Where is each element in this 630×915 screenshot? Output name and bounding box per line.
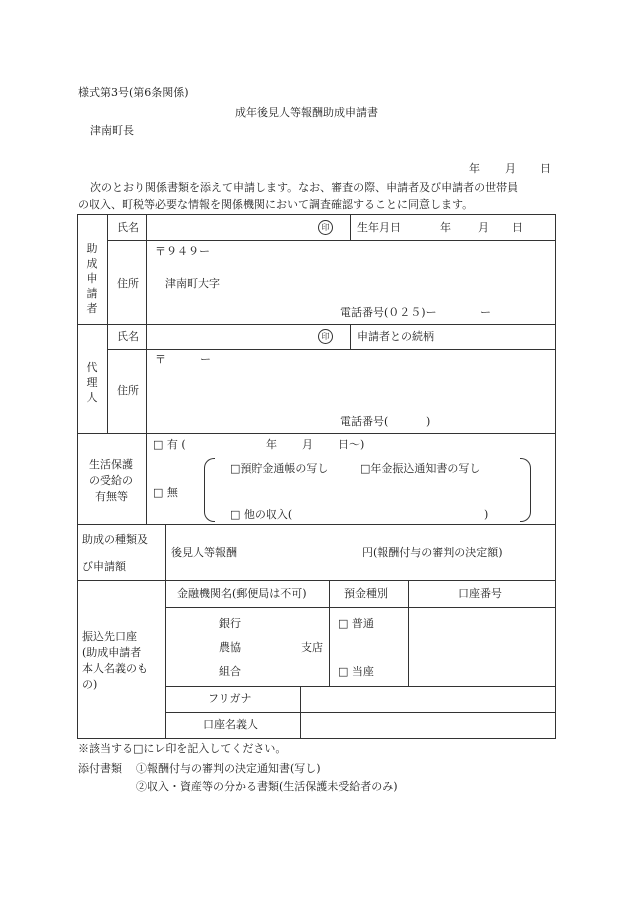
applicant-address-value: 津南町大字 xyxy=(165,277,220,290)
birth-month-label: 月 xyxy=(478,221,489,234)
grant-label-2: び申請額 xyxy=(82,560,126,573)
opt-pension-checkbox[interactable]: □年金振込通知書の写し xyxy=(360,462,481,475)
welfare-label-2: の受給の xyxy=(89,474,133,487)
checkbox-note: ※該当する□にレ印を記入してください。 xyxy=(78,742,287,755)
date-day-label: 日 xyxy=(540,162,551,175)
welfare-yes-checkbox[interactable]: □ 有 ( xyxy=(153,438,186,451)
applicant-seal xyxy=(318,220,333,235)
opt-bankbook-checkbox[interactable]: □預貯金通帳の写し xyxy=(230,462,329,475)
form-title: 成年後見人等報酬助成申請書 xyxy=(235,106,378,119)
attach-item-2: ②収入・資産等の分かる書類(生活保護未受給者のみ) xyxy=(136,780,398,793)
opt-other-close: ) xyxy=(484,508,489,521)
relation-label: 申請者との続柄 xyxy=(357,330,434,343)
attach-label: 添付書類 xyxy=(78,762,122,775)
date-month-label: 月 xyxy=(505,162,516,175)
date-year-label: 年 xyxy=(469,162,480,175)
col-bank-header: 金融機関名(郵便局は不可) xyxy=(177,587,307,600)
applicant-phone-dash: ー xyxy=(480,306,491,319)
applicant-postal: 〒９４９ー xyxy=(155,245,210,258)
agent-section-label: 代理人 xyxy=(86,361,98,404)
agent-name-label: 氏名 xyxy=(117,330,139,343)
welfare-yes-month: 月 xyxy=(302,438,313,451)
welfare-no-checkbox[interactable]: □ 無 xyxy=(153,486,178,499)
agent-phone: 電話番号( xyxy=(340,415,389,428)
account-label-3: 本人名義のも xyxy=(82,662,148,675)
col-type-header: 預金種別 xyxy=(344,587,388,600)
union-label: 組合 xyxy=(219,665,241,678)
grant-label-1: 助成の種類及 xyxy=(82,533,148,546)
seal-icon: 印 xyxy=(318,220,333,235)
agent-postal-dash: ー xyxy=(200,353,211,366)
ordinary-checkbox[interactable]: □ 普通 xyxy=(338,617,374,630)
account-label-1: 振込先口座 xyxy=(82,630,137,643)
seal-icon: 印 xyxy=(318,329,333,344)
agri-label: 農協 xyxy=(219,641,241,654)
holder-label: 口座名義人 xyxy=(203,718,258,731)
grant-type: 後見人等報酬 xyxy=(171,546,237,559)
account-label-2: (助成申請者 xyxy=(82,646,142,659)
birth-day-label: 日 xyxy=(512,221,523,234)
applicant-name-label: 氏名 xyxy=(117,221,139,234)
furigana-label: フリガナ xyxy=(208,692,252,705)
agent-seal xyxy=(318,329,333,344)
opt-other-checkbox[interactable]: □ 他の収入( xyxy=(230,508,293,521)
applicant-address-label: 住所 xyxy=(117,277,139,290)
left-brace xyxy=(204,458,215,522)
welfare-label-1: 生活保護 xyxy=(89,458,133,471)
current-checkbox[interactable]: □ 当座 xyxy=(338,665,374,678)
birth-year-label: 年 xyxy=(440,221,451,234)
intro-line-1: 次のとおり関係書類を添えて申請します。なお、審査の際、申請者及び申請者の世帯員 xyxy=(90,181,519,194)
welfare-yes-day: 日〜) xyxy=(338,438,365,451)
col-number-header: 口座番号 xyxy=(458,587,502,600)
intro-line-2: の収入、町税等必要な情報を関係機関において調査確認することに同意します。 xyxy=(78,198,474,211)
attach-item-1: ①報酬付与の審判の決定通知書(写し) xyxy=(136,762,321,775)
form-number: 様式第3号(第6条関係) xyxy=(78,86,189,99)
right-brace xyxy=(520,458,531,522)
bank-label: 銀行 xyxy=(219,617,241,630)
applicant-phone: 電話番号(０２５)ー xyxy=(340,306,437,319)
agent-postal: 〒 xyxy=(155,353,166,366)
birth-date-label: 生年月日 xyxy=(357,221,401,234)
branch-label: 支店 xyxy=(301,641,323,654)
addressee: 津南町長 xyxy=(90,124,134,137)
agent-phone-close: ) xyxy=(426,415,431,428)
agent-address-label: 住所 xyxy=(117,384,139,397)
account-label-4: の) xyxy=(82,678,98,691)
welfare-yes-year: 年 xyxy=(266,438,277,451)
welfare-label-3: 有無等 xyxy=(95,490,128,503)
grant-amount-label: 円(報酬付与の審判の決定額) xyxy=(362,546,503,559)
applicant-section-label: 助成申請者 xyxy=(86,242,98,315)
